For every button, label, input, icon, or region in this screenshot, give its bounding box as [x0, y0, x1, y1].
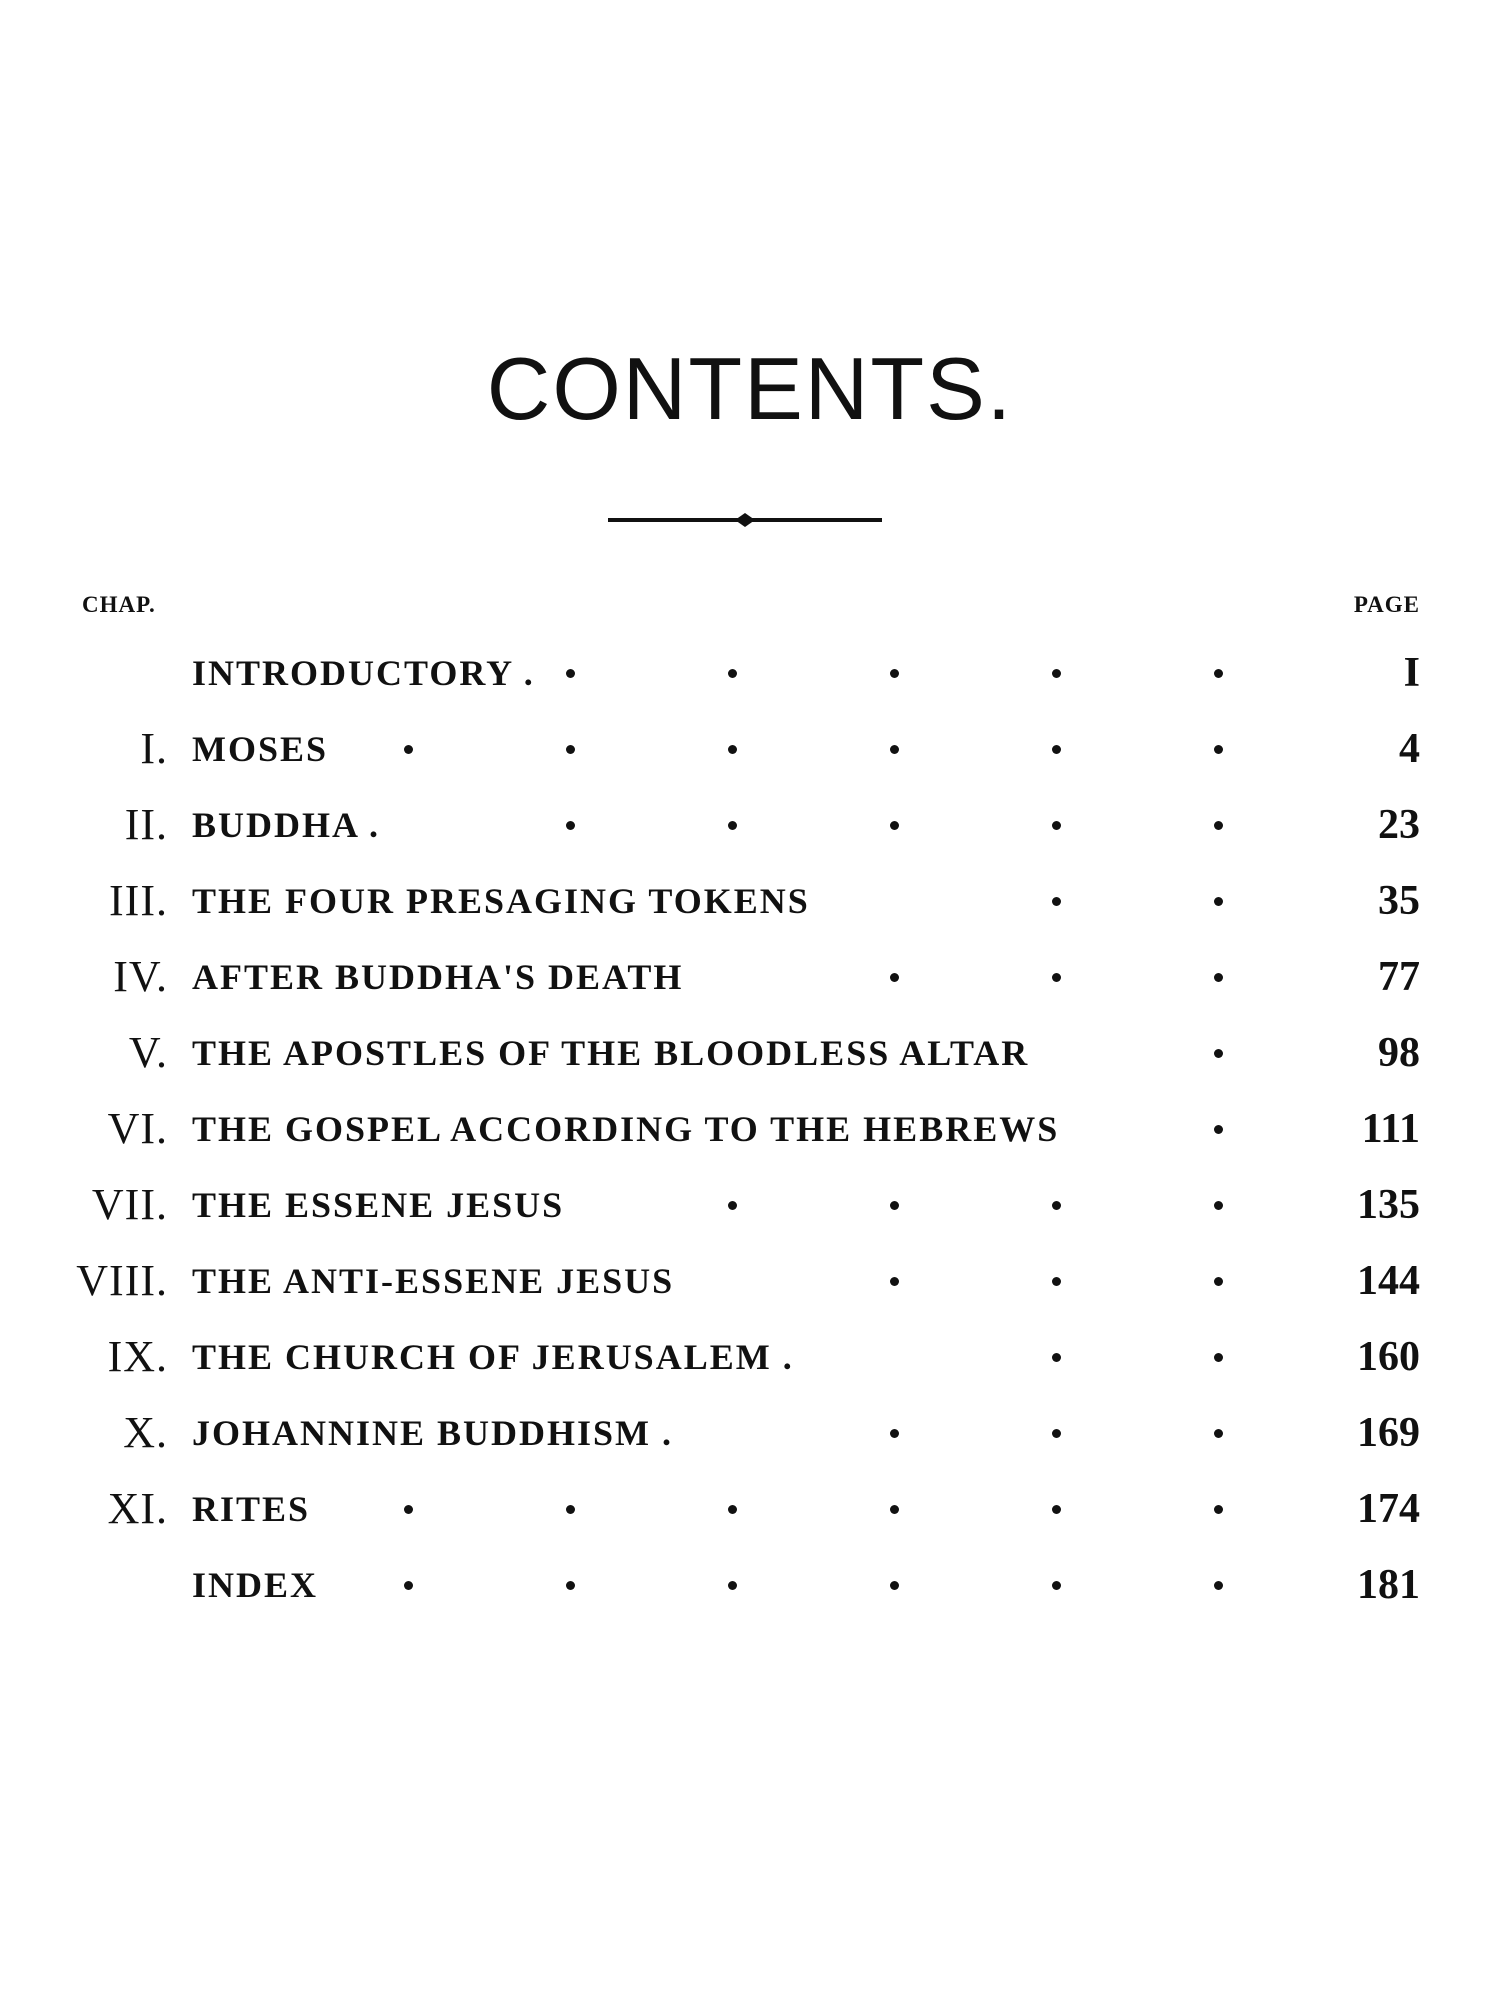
chapter-number: III.: [109, 876, 168, 925]
leader-dot: [728, 821, 737, 830]
page-number: 77: [1378, 954, 1420, 1000]
leader-dot: [1052, 1277, 1061, 1286]
leader-dot: [890, 1277, 899, 1286]
leader-dot: [1214, 1201, 1223, 1210]
leader-dot: [890, 821, 899, 830]
page-column-header: PAGE: [1353, 592, 1420, 617]
toc-entry: [0, 1319, 1500, 1395]
chapter-number: X.: [123, 1408, 168, 1457]
leader-dot: [890, 669, 899, 678]
leader-dot: [1214, 1049, 1223, 1058]
page-number: 160: [1357, 1334, 1420, 1380]
chapter-title: INTRODUCTORY .: [192, 653, 535, 693]
leader-dot: [1052, 1429, 1061, 1438]
page-number: 111: [1361, 1106, 1420, 1152]
leader-dot: [566, 1505, 575, 1514]
chapter-title: THE APOSTLES OF THE BLOODLESS ALTAR: [192, 1033, 1030, 1073]
page-number: I: [1403, 650, 1420, 696]
leader-dot: [1052, 821, 1061, 830]
chapter-number: VI.: [107, 1104, 168, 1153]
toc-entry: [0, 1015, 1500, 1091]
leader-dot: [404, 1505, 413, 1514]
page-title: CONTENTS.: [486, 339, 1014, 438]
page-number: 4: [1399, 726, 1420, 772]
chapter-number: IV.: [113, 952, 168, 1001]
leader-dot: [1052, 1353, 1061, 1362]
page-number: 169: [1357, 1410, 1420, 1456]
leader-dot: [890, 745, 899, 754]
leader-dot: [404, 1581, 413, 1590]
leader-dot: [890, 1505, 899, 1514]
leader-dot: [1052, 1201, 1061, 1210]
leader-dot: [1052, 1581, 1061, 1590]
chapter-number: XI.: [107, 1484, 168, 1533]
leader-dot: [1214, 745, 1223, 754]
chapter-title: THE CHURCH OF JERUSALEM .: [192, 1337, 794, 1377]
page-number: 144: [1357, 1258, 1420, 1304]
leader-dot: [1214, 1277, 1223, 1286]
leader-dot: [890, 973, 899, 982]
leader-dot: [728, 1581, 737, 1590]
page-number: 98: [1378, 1030, 1420, 1076]
chapter-title: JOHANNINE BUDDHISM .: [192, 1413, 674, 1453]
chapter-number: VIII.: [76, 1256, 168, 1305]
chapter-column-header: CHAP.: [82, 592, 156, 617]
leader-dot: [728, 1505, 737, 1514]
toc-entry: [0, 1243, 1500, 1319]
leader-dot: [1214, 1125, 1223, 1134]
toc-entry: [0, 635, 1500, 711]
page-number: 135: [1357, 1182, 1420, 1228]
leader-dot: [1214, 1581, 1223, 1590]
leader-dot: [1052, 745, 1061, 754]
leader-dot: [1214, 1505, 1223, 1514]
leader-dot: [1052, 669, 1061, 678]
leader-dot: [890, 1429, 899, 1438]
leader-dot: [1052, 1505, 1061, 1514]
toc-entry: [0, 1395, 1500, 1471]
leader-dot: [890, 1201, 899, 1210]
leader-dot: [566, 1581, 575, 1590]
chapter-title: MOSES: [192, 729, 329, 769]
page-number: 35: [1378, 878, 1420, 924]
chapter-title: THE GOSPEL ACCORDING TO THE HEBREWS: [192, 1109, 1060, 1149]
page-number: 181: [1357, 1562, 1420, 1608]
toc-entry: [0, 939, 1500, 1015]
page-number: 174: [1357, 1486, 1420, 1532]
title-rule-ornament: [608, 508, 882, 532]
chapter-title: THE ESSENE JESUS: [192, 1185, 565, 1225]
chapter-title: AFTER BUDDHA'S DEATH: [192, 957, 684, 997]
chapter-number: II.: [124, 800, 168, 849]
leader-dot: [1052, 973, 1061, 982]
chapter-number: V.: [128, 1028, 168, 1077]
leader-dot: [728, 745, 737, 754]
page-number: 23: [1378, 802, 1420, 848]
leader-dot: [1052, 897, 1061, 906]
toc-entry: [0, 863, 1500, 939]
toc-entry: [0, 1471, 1500, 1547]
chapter-number: IX.: [107, 1332, 168, 1381]
chapter-title: THE ANTI-ESSENE JESUS: [192, 1261, 675, 1301]
leader-dot: [404, 745, 413, 754]
leader-dot: [566, 821, 575, 830]
leader-dot: [1214, 1429, 1223, 1438]
leader-dot: [1214, 897, 1223, 906]
chapter-title: INDEX: [192, 1565, 319, 1605]
toc-entry: [0, 1547, 1500, 1623]
toc-entry: [0, 787, 1500, 863]
toc-entry: [0, 1167, 1500, 1243]
chapter-number: I.: [140, 724, 168, 773]
leader-dot: [566, 745, 575, 754]
toc-entry: [0, 1091, 1500, 1167]
leader-dot: [1214, 973, 1223, 982]
leader-dot: [728, 1201, 737, 1210]
chapter-title: THE FOUR PRESAGING TOKENS: [192, 881, 810, 921]
leader-dot: [1214, 1353, 1223, 1362]
leader-dot: [566, 669, 575, 678]
chapter-title: BUDDHA .: [192, 805, 381, 845]
leader-dot: [1214, 821, 1223, 830]
chapter-number: VII.: [91, 1180, 168, 1229]
leader-dot: [728, 669, 737, 678]
chapter-title: RITES: [192, 1489, 311, 1529]
leader-dot: [1214, 669, 1223, 678]
toc-entry: [0, 711, 1500, 787]
leader-dot: [890, 1581, 899, 1590]
